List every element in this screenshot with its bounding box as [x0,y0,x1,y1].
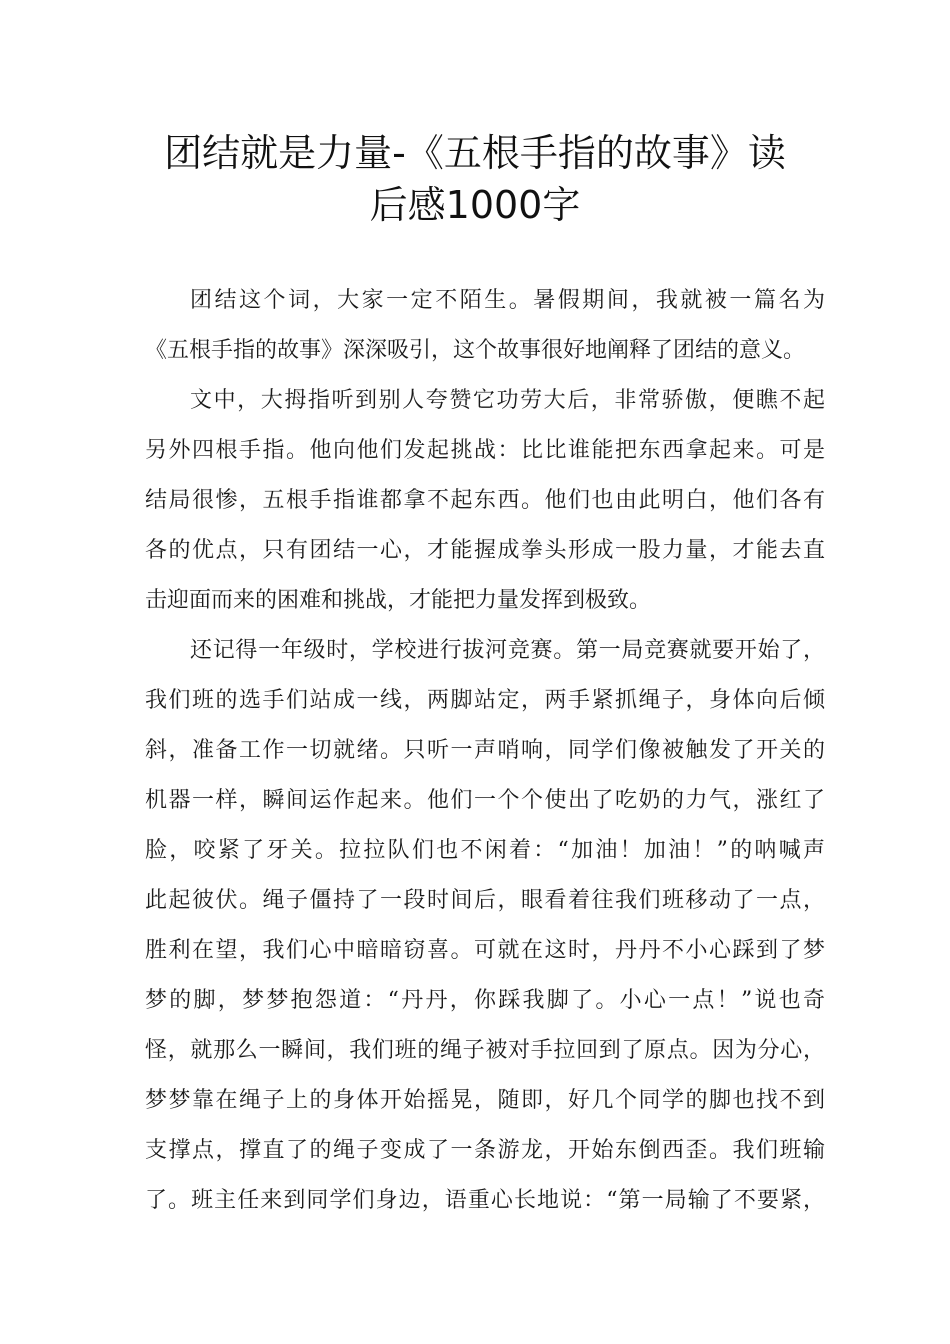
paragraph-2-line-3: 结局很惨，五根手指谁都拿不起东西。他们也由此明白，他们各有 [145,488,825,513]
paragraph-3-line-7: 胜利在望，我们心中暗暗窃喜。可就在这时，丹丹不小心踩到了梦 [145,938,825,963]
paragraph-2-line-1: 文中，大拇指听到别人夸赞它功劳大后，非常骄傲，便瞧不起 [190,388,825,413]
paragraph-3-line-4: 机器一样，瞬间运作起来。他们一个个使出了吃奶的力气，涨红了 [145,788,825,813]
paragraph-1-line-2: 《五根手指的故事》深深吸引，这个故事很好地阐释了团结的意义。 [145,338,806,363]
paragraph-3-line-8: 梦的脚，梦梦抱怨道：“丹丹，你踩我脚了。小心一点！”说也奇 [145,988,825,1013]
paragraph-3-line-1: 还记得一年级时，学校进行拔河竞赛。第一局竞赛就要开始了， [190,638,825,663]
paragraph-3-line-6: 此起彼伏。绳子僵持了一段时间后，眼看着往我们班移动了一点， [145,888,825,913]
document-title-line-2: 后感1000字 [369,183,581,227]
paragraph-3-line-10: 梦梦靠在绳子上的身体开始摇晃，随即，好几个同学的脚也找不到 [145,1088,825,1113]
paragraph-3-line-12: 了。班主任来到同学们身边，语重心长地说：“第一局输了不要紧， [145,1188,825,1213]
paragraph-3-line-5: 脸，咬紧了牙关。拉拉队们也不闲着：“加油！加油！”的呐喊声 [145,838,825,863]
paragraph-2-line-4: 各的优点，只有团结一心，才能握成拳头形成一股力量，才能去直 [145,538,825,563]
paragraph-1-line-1: 团结这个词，大家一定不陌生。暑假期间，我就被一篇名为 [190,288,825,313]
document-title-line-1: 团结就是力量-《五根手指的故事》读 [164,131,786,175]
paragraph-2-line-5: 击迎面而来的困难和挑战，才能把力量发挥到极致。 [145,588,652,613]
paragraph-3-line-2: 我们班的选手们站成一线，两脚站定，两手紧抓绳子，身体向后倾 [145,688,825,713]
paragraph-3-line-9: 怪，就那么一瞬间，我们班的绳子被对手拉回到了原点。因为分心， [145,1038,825,1063]
paragraph-3-line-3: 斜，准备工作一切就绪。只听一声哨响，同学们像被触发了开关的 [145,738,825,763]
paragraph-3-line-11: 支撑点，撑直了的绳子变成了一条游龙，开始东倒西歪。我们班输 [145,1138,825,1163]
paragraph-2-line-2: 另外四根手指。他向他们发起挑战：比比谁能把东西拿起来。可是 [145,438,825,463]
